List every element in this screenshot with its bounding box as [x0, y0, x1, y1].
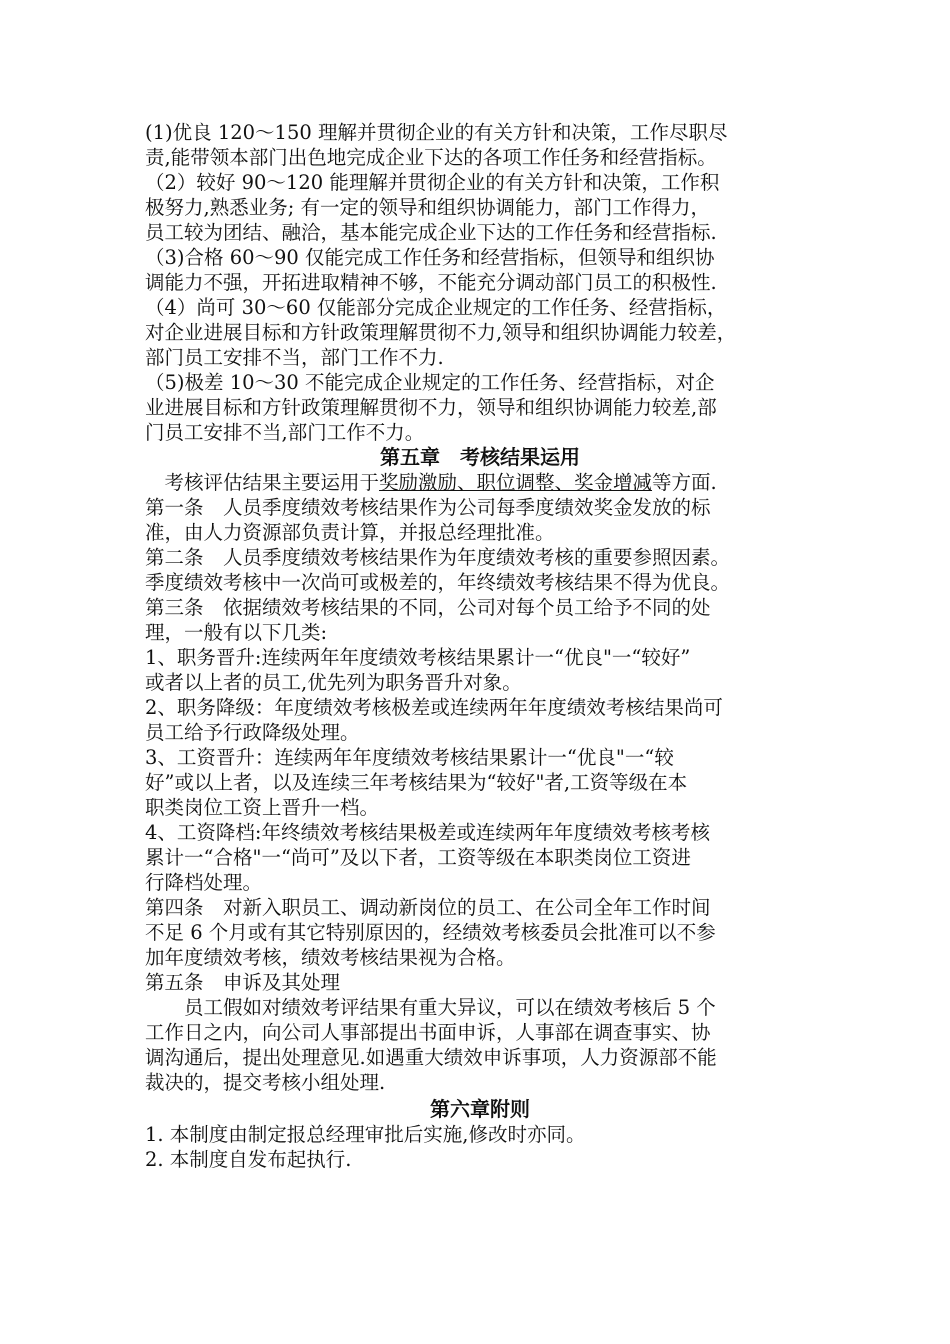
document-page: [145, 120, 815, 1172]
text-line: 调能力不强，开拓进取精神不够，不能充分调动部门员工的积极性.: [145, 271, 717, 294]
text-line: 2. 本制度自发布起执行.: [145, 1148, 352, 1171]
text-line: （3)合格 60～90 仅能完成工作任务和经营指标，但领导和组织协: [145, 246, 715, 269]
text-line: 理，一般有以下几类:: [145, 621, 328, 644]
chapter-5-intro: [145, 470, 815, 495]
text-line: 3、工资晋升：连续两年年度绩效考核结果累计一“优良"一“较: [145, 746, 674, 769]
text-line: 2、职务降级：年度绩效考核极差或连续两年年度绩效考核结果尚可: [145, 696, 723, 719]
text-line: 裁决的，提交考核小组处理.: [145, 1071, 386, 1094]
chapter-5-body: [145, 495, 815, 1095]
text-line: 第三条 依据绩效考核结果的不同，公司对每个员工给予不同的处: [145, 596, 711, 619]
text-line: 责,能带领本部门出色地完成企业下达的各项工作任务和经营指标。: [145, 146, 717, 169]
grade-item-excellent: [145, 120, 815, 170]
text-line: 调沟通后，提出处理意见.如遇重大绩效申诉事项，人力资源部不能: [145, 1046, 717, 1069]
text-line: 准，由人力资源部负责计算，并报总经理批准。: [145, 521, 555, 544]
text-line: 加年度绩效考核，绩效考核结果视为合格。: [145, 946, 516, 969]
text-line: 4、工资降档:年终绩效考核结果极差或连续两年年度绩效考核考核: [145, 821, 710, 844]
chapter-6-title: 第六章附则: [430, 1097, 530, 1121]
chapter-6-body: [145, 1122, 815, 1172]
chapter-5-title: 第五章 考核结果运用: [380, 445, 580, 469]
text-line: 员工给予行政降级处理。: [145, 721, 360, 744]
text-line: （4）尚可 30～60 仅能部分完成企业规定的工作任务、经营指标，: [145, 296, 727, 319]
text-line: 第四条 对新入职员工、调动新岗位的员工、在公司全年工作时间: [145, 896, 711, 919]
intro-underlined-text: 奖励激励、职位调整、奖金增减: [379, 471, 653, 494]
text-line: 门员工安排不当,部门工作不力。: [145, 421, 425, 444]
text-line: 或者以上者的员工,优先列为职务晋升对象。: [145, 671, 522, 694]
text-line: (1)优良 120～150 理解并贯彻企业的有关方针和决策，工作尽职尽: [145, 121, 728, 144]
grade-item-good: [145, 170, 815, 245]
text-line: 员工较为团结、融洽，基本能完成企业下达的工作任务和经营指标.: [145, 221, 717, 244]
text-line: 部门员工安排不当，部门工作不力.: [145, 346, 444, 369]
text-line: 第五条 申诉及其处理: [145, 971, 341, 994]
text-line: 对企业进展目标和方针政策理解贯彻不力,领导和组织协调能力较差，: [145, 321, 737, 344]
text-line: 第二条 人员季度绩效考核结果作为年度绩效考核的重要参照因素。: [145, 546, 731, 569]
text-line: 极努力,熟悉业务; 有一定的领导和组织协调能力，部门工作得力，: [145, 196, 710, 219]
text-line: （5)极差 10～30 不能完成企业规定的工作任务、经营指标，对企: [145, 371, 715, 394]
grade-item-qualified: [145, 245, 815, 295]
intro-suffix: 等方面.: [652, 471, 717, 494]
text-line: 累计一“合格"一“尚可”及以下者，工资等级在本职类岗位工资进: [145, 846, 691, 869]
grade-list: [145, 120, 815, 445]
text-line: 员工假如对绩效考评结果有重大异议，可以在绩效考核后 5 个: [145, 996, 716, 1019]
text-line: 1、职务晋升:连续两年年度绩效考核结果累计一“优良"一“较好”: [145, 646, 691, 669]
text-line: 好”或以上者，以及连续三年考核结果为“较好"者,工资等级在本: [145, 771, 688, 794]
text-line: 1. 本制度由制定报总经理审批后实施,修改时亦同。: [145, 1123, 586, 1146]
text-line: （2）较好 90～120 能理解并贯彻企业的有关方针和决策，工作积: [145, 171, 720, 194]
text-line: 业进展目标和方针政策理解贯彻不力，领导和组织协调能力较差,部: [145, 396, 717, 419]
text-line: 行降档处理。: [145, 871, 263, 894]
text-line: 季度绩效考核中一次尚可或极差的，年终绩效考核结果不得为优良。: [145, 571, 731, 594]
text-line: 第一条 人员季度绩效考核结果作为公司每季度绩效奖金发放的标: [145, 496, 711, 519]
text-line: 不足 6 个月或有其它特别原因的，经绩效考核委员会批准可以不参: [145, 921, 716, 944]
text-line: 工作日之内，向公司人事部提出书面申诉，人事部在调查事实、协: [145, 1021, 711, 1044]
grade-item-poor: [145, 370, 815, 445]
grade-item-fair: [145, 295, 815, 370]
intro-prefix: 考核评估结果主要运用于: [145, 471, 380, 494]
text-line: 职类岗位工资上晋升一档。: [145, 796, 380, 819]
